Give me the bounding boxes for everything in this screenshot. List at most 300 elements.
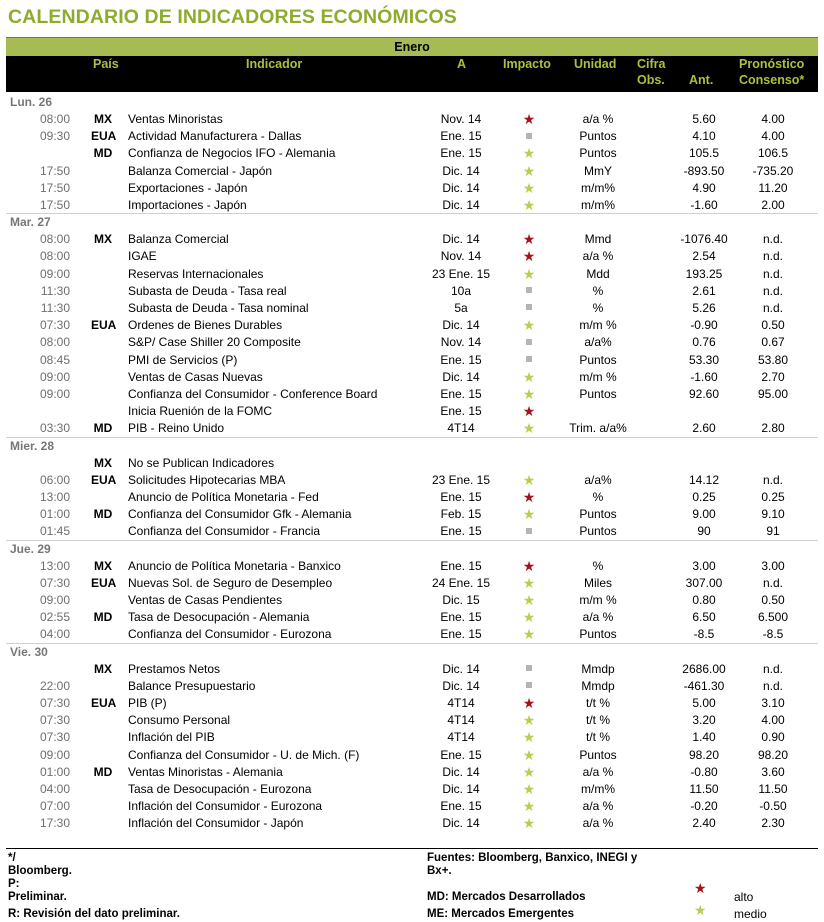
unit-cell: m/m% <box>581 180 615 195</box>
table-row <box>6 575 818 592</box>
period-cell: Ene. 15 <box>440 404 482 419</box>
consensus-cell: 0.25 <box>761 490 785 504</box>
legend-high-label: alto <box>734 890 754 904</box>
previous-value-cell: 2.61 <box>692 283 716 298</box>
indicator-cell: PIB (P) <box>128 696 167 710</box>
day-label: Mier. 28 <box>10 438 55 453</box>
previous-value-cell: 53.30 <box>688 352 720 367</box>
previous-value-cell: 2.54 <box>692 249 716 264</box>
time-cell: 17:30 <box>39 816 70 831</box>
impact-cell <box>509 300 549 317</box>
previous-value-cell: 4.10 <box>692 129 716 144</box>
medium-impact-star-icon: ★ <box>522 781 536 797</box>
country-cell: MX <box>94 558 112 573</box>
indicator-cell: Reservas Internacionales <box>128 266 264 281</box>
previous-value-cell: 0.76 <box>692 335 716 350</box>
time-cell: 04:00 <box>39 782 70 796</box>
consensus-cell: n.d. <box>762 301 783 315</box>
medium-impact-star-icon: ★ <box>522 763 536 780</box>
previous-value-cell: 5.26 <box>692 301 716 315</box>
period-cell: Dic. 14 <box>442 816 480 831</box>
unit-cell: a/a % <box>582 112 614 126</box>
day-label: Lun. 26 <box>10 95 53 109</box>
indicator-cell: Importaciones - Japón <box>128 198 247 212</box>
indicator-cell: Ventas de Casas Pendientes <box>128 593 283 607</box>
impact-cell <box>509 695 549 713</box>
period-cell: 4T14 <box>447 730 475 745</box>
table-row <box>6 352 818 369</box>
medium-impact-star-icon: ★ <box>522 506 536 523</box>
indicator-cell: S&P/ Case Shiller 20 Composite <box>128 335 301 350</box>
previous-value-cell: 2.40 <box>692 816 716 831</box>
consensus-cell: 3.60 <box>761 764 785 779</box>
previous-value-cell: 2686.00 <box>682 661 726 676</box>
indicator-cell: Inflación del Consumidor - Eurozona <box>128 799 323 814</box>
table-row <box>6 180 818 197</box>
period-cell: Ene. 15 <box>440 627 482 642</box>
country-cell: MD <box>93 421 113 436</box>
indicator-cell: Prestamos Netos <box>128 661 221 676</box>
table-row <box>6 163 818 180</box>
high-impact-star-icon: ★ <box>522 403 536 420</box>
unit-cell: Mmd <box>584 232 612 247</box>
indicator-cell: Inflación del Consumidor - Japón <box>128 816 304 831</box>
unit-cell: m/m% <box>581 198 615 212</box>
table-row <box>6 764 818 781</box>
time-cell: 17:50 <box>39 163 70 178</box>
low-impact-square-icon <box>526 665 532 671</box>
time-cell: 13:00 <box>39 490 70 504</box>
unit-cell: m/m % <box>579 369 617 384</box>
consensus-cell: 98.20 <box>757 747 789 762</box>
low-impact-square-icon <box>526 528 532 534</box>
consensus-cell: 3.10 <box>761 696 785 710</box>
footnote-p: P: <box>8 878 20 890</box>
indicator-cell: No se Publican Indicadores <box>128 455 275 470</box>
medium-impact-star-icon: ★ <box>522 368 536 385</box>
consensus-cell: 0.50 <box>761 593 785 607</box>
impact-cell <box>509 369 549 387</box>
unit-cell: a/a % <box>582 610 614 625</box>
impact-cell <box>509 592 549 610</box>
period-cell: Dic. 14 <box>442 678 480 693</box>
consensus-cell: 4.00 <box>761 112 785 126</box>
high-impact-star-icon: ★ <box>522 695 536 711</box>
table-row <box>6 317 818 334</box>
country-cell: EUA <box>91 318 117 333</box>
low-impact-square-icon <box>526 133 532 139</box>
impact-cell <box>509 712 549 730</box>
unit-cell: Puntos <box>579 387 617 401</box>
table-row <box>6 145 818 162</box>
country-cell: MX <box>94 661 112 676</box>
low-impact-square-icon <box>526 304 532 310</box>
time-cell: 13:00 <box>39 558 70 573</box>
consensus-cell: -8.5 <box>762 627 784 642</box>
indicator-cell: Consumo Personal <box>128 713 231 728</box>
header-pais: País <box>93 57 119 71</box>
medium-impact-star-icon: ★ <box>522 574 536 591</box>
unit-cell: m/m% <box>581 782 615 796</box>
day-header <box>6 214 818 231</box>
consensus-cell: 0.67 <box>761 335 785 350</box>
country-cell: MD <box>93 507 113 522</box>
indicator-cell: Anuncio de Política Monetaria - Fed <box>128 490 319 504</box>
medium-impact-star-icon: ★ <box>522 179 536 196</box>
period-cell: Dic. 14 <box>442 782 480 796</box>
table-row <box>6 334 818 351</box>
period-cell: Ene. 15 <box>440 747 482 762</box>
impact-cell <box>509 798 549 816</box>
time-cell: 03:30 <box>39 421 70 436</box>
period-cell: Dic. 15 <box>442 593 480 607</box>
footnote-fuentes: Fuentes: Bloomberg, Banxico, INEGI y Bx+. <box>427 852 638 877</box>
indicator-cell: IGAE <box>128 249 157 264</box>
time-cell: 09:30 <box>39 129 70 144</box>
period-cell: 23 Ene. 15 <box>431 266 491 281</box>
time-cell: 07:00 <box>39 799 70 814</box>
consensus-cell: 9.10 <box>761 507 785 522</box>
consensus-cell: 4.00 <box>761 129 785 144</box>
indicator-cell: PIB - Reino Unido <box>128 421 225 436</box>
period-cell: Ene. 15 <box>440 387 482 401</box>
previous-value-cell: 3.00 <box>692 558 716 573</box>
table-row <box>6 111 818 128</box>
period-cell: 4T14 <box>447 421 475 436</box>
time-cell: 07:30 <box>39 730 70 745</box>
impact-cell <box>509 815 549 833</box>
low-impact-square-icon <box>526 356 532 362</box>
time-cell: 02:55 <box>39 610 70 625</box>
period-cell: Dic. 14 <box>442 163 480 178</box>
period-cell: Dic. 14 <box>442 764 480 779</box>
time-cell: 07:30 <box>39 713 70 728</box>
high-impact-star-icon: ★ <box>522 111 536 127</box>
table-row <box>6 283 818 300</box>
table-row <box>6 472 818 489</box>
table-row <box>6 369 818 386</box>
previous-value-cell: -8.5 <box>693 627 715 642</box>
impact-cell <box>509 781 549 799</box>
previous-value-cell: 307.00 <box>685 575 723 590</box>
legend-medium-star-icon: ★ <box>694 902 707 918</box>
day-header <box>6 644 818 661</box>
unit-cell: % <box>592 283 604 298</box>
consensus-cell: 11.50 <box>758 782 788 796</box>
medium-impact-star-icon: ★ <box>522 746 536 763</box>
country-cell: MD <box>93 764 113 779</box>
medium-impact-star-icon: ★ <box>522 471 536 488</box>
impact-cell <box>509 266 549 284</box>
table-row <box>6 403 818 420</box>
consensus-cell: n.d. <box>762 678 783 693</box>
period-cell: Dic. 14 <box>442 180 480 195</box>
day-label: Jue. 29 <box>10 541 51 556</box>
header-ant: Ant. <box>689 73 714 87</box>
unit-cell: Mmdp <box>581 678 615 693</box>
period-cell: 4T14 <box>447 696 475 710</box>
impact-cell <box>509 111 549 129</box>
medium-impact-star-icon: ★ <box>522 197 536 213</box>
time-cell: 09:00 <box>39 747 70 762</box>
impact-cell <box>509 231 549 249</box>
consensus-cell: 95.00 <box>757 387 789 401</box>
indicator-cell: Confianza de Negocios IFO - Alemania <box>128 146 336 161</box>
period-cell: Ene. 15 <box>440 524 482 539</box>
period-cell: Nov. 14 <box>440 335 482 350</box>
time-cell: 22:00 <box>39 678 70 693</box>
medium-impact-star-icon: ★ <box>522 162 536 179</box>
indicator-cell: Balanza Comercial <box>128 232 229 247</box>
time-cell: 01:45 <box>39 524 70 539</box>
previous-value-cell: -1076.40 <box>680 232 728 247</box>
period-cell: Ene. 15 <box>440 610 482 625</box>
time-cell: 08:45 <box>39 352 70 367</box>
table-row <box>6 609 818 626</box>
unit-cell: Mmdp <box>581 661 615 676</box>
indicator-cell: Balanza Comercial - Japón <box>128 163 273 178</box>
consensus-cell: n.d. <box>762 283 783 298</box>
period-cell: Nov. 14 <box>440 112 482 126</box>
impact-cell <box>509 472 549 490</box>
indicator-cell: Confianza del Consumidor - Conference Board <box>128 387 378 401</box>
country-cell: EUA <box>91 472 117 487</box>
unit-cell: Miles <box>583 575 612 590</box>
unit-cell: Puntos <box>579 146 617 161</box>
unit-cell: % <box>592 301 604 315</box>
time-cell: 08:00 <box>39 112 70 126</box>
medium-impact-star-icon: ★ <box>522 265 536 282</box>
header-obs: Obs. <box>637 73 665 87</box>
impact-cell <box>509 523 549 540</box>
time-cell: 09:00 <box>39 593 70 607</box>
unit-cell: % <box>592 558 604 573</box>
previous-value-cell: 92.60 <box>688 387 720 401</box>
unit-cell: a/a % <box>582 249 614 264</box>
impact-cell <box>509 128 549 145</box>
period-cell: Dic. 14 <box>442 198 480 212</box>
previous-value-cell: -0.20 <box>690 799 718 814</box>
medium-impact-star-icon: ★ <box>522 145 536 162</box>
time-cell: 01:00 <box>39 764 70 779</box>
footnote-md: MD: Mercados Desarrollados <box>427 891 586 903</box>
unit-cell: Trim. a/a% <box>569 421 627 436</box>
high-impact-star-icon: ★ <box>522 489 536 505</box>
time-cell: 11:30 <box>40 301 70 315</box>
table-row <box>6 815 818 832</box>
impact-cell <box>509 317 549 335</box>
unit-cell: t/t % <box>585 696 610 710</box>
table-row <box>6 558 818 575</box>
time-cell: 01:00 <box>39 507 70 522</box>
previous-value-cell: -893.50 <box>683 163 725 178</box>
indicator-cell: Ventas Minoristas - Alemania <box>128 764 283 779</box>
previous-value-cell: -0.80 <box>690 764 718 779</box>
time-cell: 08:00 <box>39 335 70 350</box>
country-cell: MX <box>94 112 112 126</box>
day-header <box>6 438 818 455</box>
unit-cell: Mdd <box>586 266 610 281</box>
impact-cell <box>509 180 549 198</box>
period-cell: 4T14 <box>447 713 475 728</box>
time-cell: 06:00 <box>39 472 70 487</box>
consensus-cell: n.d. <box>762 249 783 264</box>
table-row <box>6 695 818 712</box>
indicator-cell: PMI de Servicios (P) <box>128 352 238 367</box>
consensus-cell: 0.50 <box>761 318 785 333</box>
indicator-cell: Subasta de Deuda - Tasa nominal <box>128 301 309 315</box>
medium-impact-star-icon: ★ <box>522 626 536 643</box>
indicator-cell: Actividad Manufacturera - Dallas <box>128 129 302 144</box>
period-cell: Ene. 15 <box>440 799 482 814</box>
period-cell: Ene. 15 <box>440 352 482 367</box>
table-row <box>6 712 818 729</box>
period-cell: 23 Ene. 15 <box>431 472 491 487</box>
medium-impact-star-icon: ★ <box>522 317 536 334</box>
impact-cell <box>509 352 549 369</box>
table-row <box>6 781 818 798</box>
previous-value-cell: 0.80 <box>692 593 716 607</box>
unit-cell: a/a % <box>582 764 614 779</box>
previous-value-cell: -461.30 <box>683 678 725 693</box>
table-row <box>6 266 818 283</box>
previous-value-cell: 6.50 <box>692 610 716 625</box>
indicator-cell: Inflación del PIB <box>128 730 215 745</box>
medium-impact-star-icon: ★ <box>522 386 536 402</box>
table-row <box>6 197 818 214</box>
unit-cell: a/a % <box>582 799 614 814</box>
impact-cell <box>509 163 549 181</box>
table-row <box>6 248 818 265</box>
consensus-cell: -735.20 <box>752 163 794 178</box>
previous-value-cell: -0.90 <box>690 318 718 333</box>
table-row <box>6 661 818 678</box>
country-cell: MD <box>93 610 113 625</box>
day-header <box>6 94 818 111</box>
header-impacto: Impacto <box>503 57 551 71</box>
table-row <box>6 729 818 746</box>
header-cifra: Cifra <box>637 57 666 71</box>
previous-value-cell: 90 <box>697 524 711 539</box>
consensus-cell: 106.5 <box>757 146 789 161</box>
consensus-cell: 3.00 <box>761 558 785 573</box>
unit-cell: Puntos <box>579 129 617 144</box>
impact-cell <box>509 386 549 404</box>
period-cell: Dic. 14 <box>442 232 480 247</box>
unit-cell: t/t % <box>585 730 610 745</box>
consensus-cell: 2.00 <box>761 198 785 212</box>
period-cell: Dic. 14 <box>442 369 480 384</box>
unit-cell: Puntos <box>579 747 617 762</box>
consensus-cell: 2.80 <box>761 421 785 436</box>
table-row <box>6 626 818 643</box>
unit-cell: t/t % <box>585 713 610 728</box>
impact-cell <box>509 248 549 266</box>
table-row <box>6 489 818 506</box>
indicator-cell: Tasa de Desocupación - Alemania <box>128 610 310 625</box>
country-cell: MD <box>93 146 113 161</box>
indicator-cell: Ventas de Casas Nuevas <box>128 369 263 384</box>
time-cell: 07:30 <box>39 696 70 710</box>
table-header <box>6 56 818 92</box>
medium-impact-star-icon: ★ <box>522 729 536 746</box>
time-cell: 08:00 <box>39 232 70 247</box>
medium-impact-star-icon: ★ <box>522 712 536 729</box>
previous-value-cell: 3.20 <box>692 713 716 728</box>
legend-high-star-icon: ★ <box>694 880 707 896</box>
unit-cell: MmY <box>584 163 612 178</box>
unit-cell: Puntos <box>579 507 617 522</box>
impact-cell <box>509 678 549 695</box>
consensus-cell: 2.70 <box>761 369 785 384</box>
impact-cell <box>509 764 549 782</box>
low-impact-square-icon <box>526 287 532 293</box>
previous-value-cell: -1.60 <box>690 198 718 212</box>
impact-cell <box>509 283 549 300</box>
unit-cell: a/a% <box>584 472 612 487</box>
time-cell: 07:30 <box>39 318 70 333</box>
indicator-cell: Inicia Ruenión de la FOMC <box>128 404 273 419</box>
table-row <box>6 300 818 317</box>
impact-cell <box>509 334 549 351</box>
indicator-cell: Exportaciones - Japón <box>128 180 248 195</box>
indicator-cell: Ordenes de Bienes Durables <box>128 318 283 333</box>
country-cell: EUA <box>91 575 117 590</box>
previous-value-cell: 5.00 <box>692 696 716 710</box>
consensus-cell: 4.00 <box>761 713 785 728</box>
impact-cell <box>509 747 549 765</box>
previous-value-cell: 4.90 <box>692 180 716 195</box>
indicator-cell: Nuevas Sol. de Seguro de Desempleo <box>128 575 333 590</box>
previous-value-cell: 105.5 <box>688 146 720 161</box>
previous-value-cell: 9.00 <box>692 507 716 522</box>
unit-cell: a/a % <box>582 816 614 831</box>
period-cell: Feb. 15 <box>440 507 482 522</box>
day-label: Mar. 27 <box>10 215 51 230</box>
indicator-cell: Confianza del Consumidor - U. de Mich. (F) <box>128 747 360 762</box>
consensus-cell: 11.20 <box>758 180 788 195</box>
header-consenso: Consenso* <box>739 73 805 87</box>
impact-cell <box>509 145 549 163</box>
period-cell: 5a <box>454 301 468 315</box>
time-cell: 08:00 <box>39 249 70 264</box>
time-cell: 11:30 <box>40 283 70 298</box>
header-pronostico: Pronóstico <box>739 57 805 71</box>
previous-value-cell: 98.20 <box>688 747 720 762</box>
previous-value-cell: -1.60 <box>690 369 718 384</box>
low-impact-square-icon <box>526 682 532 688</box>
indicator-cell: Solicitudes Hipotecarias MBA <box>128 472 286 487</box>
footnote-me: ME: Mercados Emergentes <box>427 908 574 920</box>
time-cell: 04:00 <box>39 627 70 642</box>
consensus-cell: 2.30 <box>761 816 785 831</box>
medium-impact-star-icon: ★ <box>522 798 536 815</box>
previous-value-cell: 1.40 <box>692 730 716 745</box>
medium-impact-star-icon: ★ <box>522 420 536 437</box>
time-cell: 09:00 <box>39 266 70 281</box>
impact-cell <box>509 489 549 507</box>
header-indicador: Indicador <box>246 57 303 71</box>
previous-value-cell: 5.60 <box>692 112 716 126</box>
indicator-cell: Anuncio de Política Monetaria - Banxico <box>128 558 341 573</box>
period-cell: Ene. 15 <box>440 558 482 573</box>
footnote-bloomberg: Bloomberg. <box>8 865 72 877</box>
consensus-cell: n.d. <box>762 266 783 281</box>
previous-value-cell: 11.50 <box>689 782 719 796</box>
consensus-cell: n.d. <box>762 661 783 676</box>
table-row <box>6 455 818 472</box>
footer-divider <box>6 848 818 849</box>
